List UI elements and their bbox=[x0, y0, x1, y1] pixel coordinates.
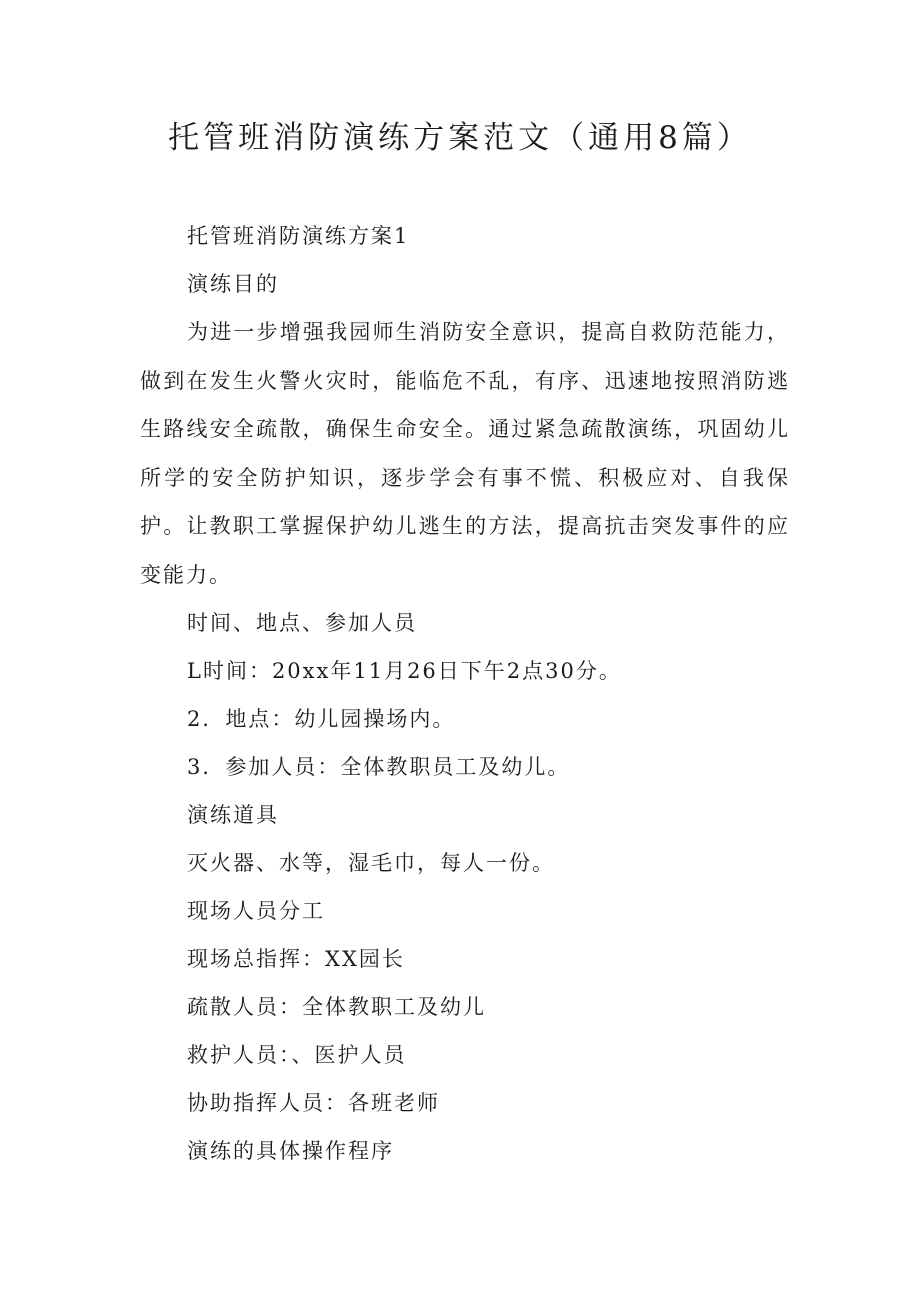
division-heading: 现场人员分工 bbox=[187, 899, 325, 923]
props-text: 灭火器、水等，湿毛巾，每人一份。 bbox=[187, 851, 555, 875]
props-heading: 演练道具 bbox=[187, 803, 279, 827]
document-body bbox=[140, 212, 790, 1175]
time-item: L时间：20xx年11月26日下午2点30分。 bbox=[187, 659, 622, 683]
purpose-paragraph: 为进一步增强我园师生消防安全意识，提高自救防范能力，做到在发生火警火灾时，能临危不乱，有序、迅速地按照消防逃生路线安全疏散，确保生命安全。通过紧急疏散演练，巩固幼儿所学的安全防护知识，逐步学会有事不慌、积极应对、自我保护。让教职工掌握保护幼儿逃生的方法，提高抗击突发事件的应变能力。 bbox=[140, 320, 790, 587]
time-place-heading: 时间、地点、参加人员 bbox=[187, 611, 417, 635]
evacuation-line: 疏散人员：全体教职工及幼儿 bbox=[187, 995, 486, 1019]
commander-line: 现场总指挥：XX园长 bbox=[187, 947, 405, 971]
document-title: 托管班消防演练方案范文（通用8篇） bbox=[168, 120, 752, 156]
purpose-heading: 演练目的 bbox=[187, 272, 279, 296]
place-item: 2．地点：幼儿园操场内。 bbox=[187, 707, 456, 731]
assist-line: 协助指挥人员：各班老师 bbox=[187, 1091, 440, 1115]
rescue-line: 救护人员：、医护人员 bbox=[187, 1043, 407, 1067]
procedure-heading: 演练的具体操作程序 bbox=[187, 1139, 394, 1163]
participants-item: 3．参加人员：全体教职员工及幼儿。 bbox=[187, 755, 571, 779]
section-heading: 托管班消防演练方案1 bbox=[187, 224, 410, 248]
